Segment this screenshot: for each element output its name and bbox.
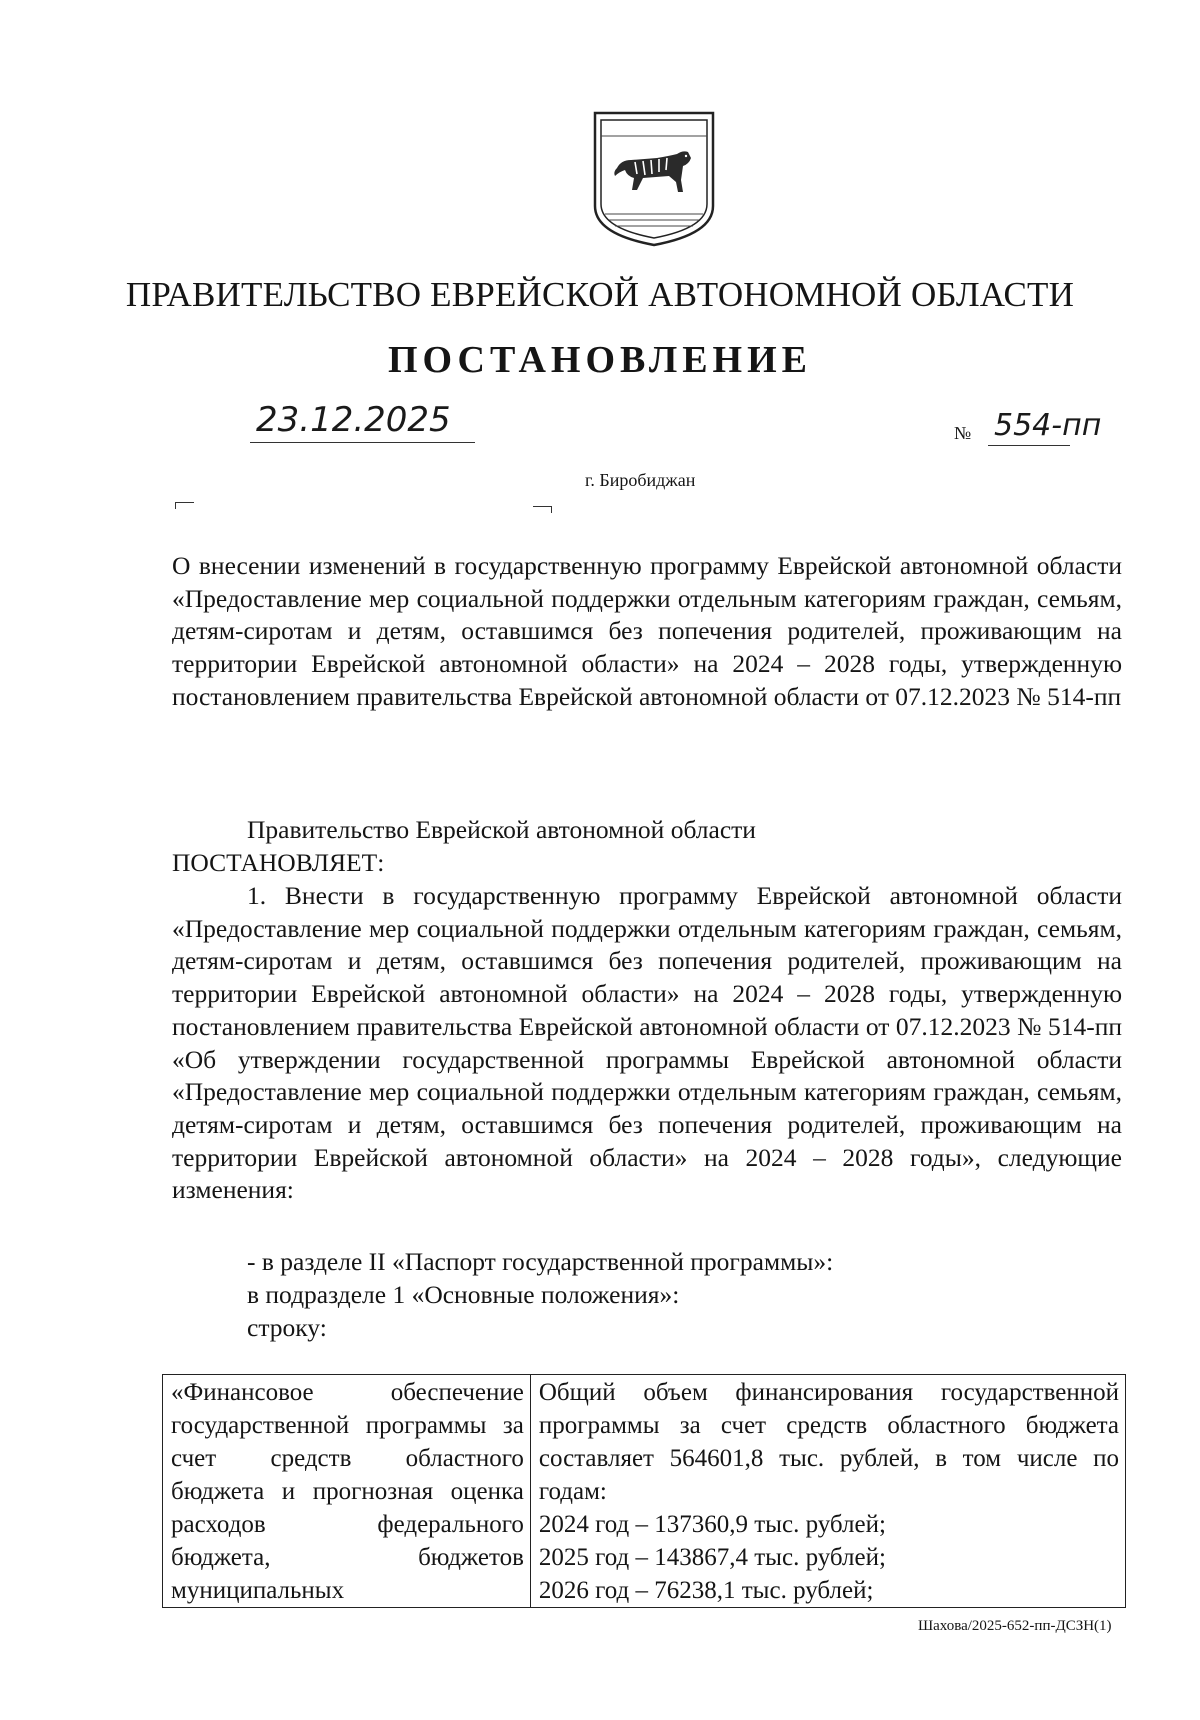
financing-year-2025: 2025 год – 143867,4 тыс. рублей; [538,1544,886,1571]
financing-table [162,1374,1126,1608]
coat-of-arms-tiger-icon [591,110,717,248]
table-cell-value [530,1375,1125,1608]
subsection-reference: в подразделе 1 «Основные положения»: [247,1280,680,1309]
preamble-government: Правительство Еврейской автономной области [247,815,756,844]
subject-right-corner-mark [533,506,552,513]
preamble-resolves: ПОСТАНОВЛЯЕТ: [172,848,385,877]
coat-of-arms-icon [591,110,717,248]
section-reference: - в разделе II «Паспорт государственной программы»: [247,1247,834,1276]
item-1-paragraph: 1. Внести в государственную программу Еврейской автономной области «Предоставление мер социальной поддержки отдельным категориям граждан, семьям, детям-сиротам и детям, оставшимся без попечения родителей, проживающим на территории Еврейской автономной области» на 2024 – 2028 годы, утвержденную постановлением правительства Еврейской автономной области от 07.12.2023 № 514-пп «Об утверждении государственной программы Еврейской автономной области «Предоставление мер социальной поддержки отдельным категориям граждан, семьям, детям-сиротам и детям, оставшимся без попечения родителей, проживающим на территории Еврейской автономной области» на 2024 – 2028 годы», следующие изменения: [172,881,1122,1205]
financing-year-2026: 2026 год – 76238,1 тыс. рублей; [538,1577,874,1604]
subject-left-corner-mark [175,502,194,509]
row-reference: строку: [247,1313,327,1342]
financing-total-text: Общий объем финансирования государственной программы за счет средств областного бюджета составляет 564601,8 тыс. рублей, в том числе по годам: [538,1379,1119,1505]
document-date-field [250,388,475,443]
number-sign: № [954,423,972,443]
table-row [163,1375,1126,1608]
document-number-field [988,392,1102,446]
organization-title: ПРАВИТЕЛЬСТВО ЕВРЕЙСКОЙ АВТОНОМНОЙ ОБЛАСТИ [125,275,1075,314]
document-date: 23.12.2025 [256,400,451,440]
city-name: г. Биробиджан [585,470,696,490]
financing-year-2024: 2024 год – 137360,9 тыс. рублей; [538,1511,886,1538]
document-type-heading: ПОСТАНОВЛЕНИЕ [387,339,813,381]
table-cell-label: «Финансовое обеспечение государственной программы за счет средств областного бюджета и прогнозная оценка расходов федерального бюджета, бюджетов муниципальных [163,1375,531,1608]
document-subject: О внесении изменений в государственную программу Еврейской автономной области «Предоставление мер социальной поддержки отдельным категориям граждан, семьям, детям-сиротам и детям, оставшимся без попечения родителей, проживающим на территории Еврейской автономной области» на 2024 – 2028 годы, утвержденную постановлением правительства Еврейской автономной области от 07.12.2023 № 514-пп [172,551,1122,711]
document-number: 554-пп [994,408,1102,443]
footer-document-code: Шахова/2025-652-пп-ДСЗН(1) [918,1618,1112,1634]
